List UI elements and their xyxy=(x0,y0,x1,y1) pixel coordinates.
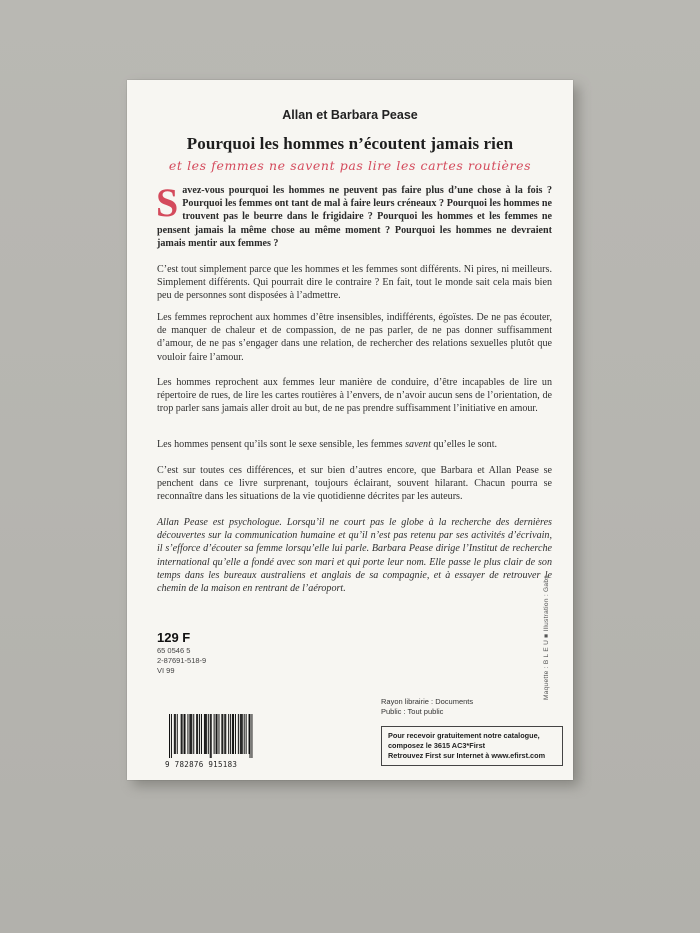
barcode-bar xyxy=(250,714,251,758)
barcode-bar xyxy=(191,714,192,754)
paragraph-4-end: qu’elles le sont. xyxy=(430,439,498,450)
barcode-bar xyxy=(241,714,242,754)
code-line-3: VI 99 xyxy=(157,666,175,675)
barcode-bar xyxy=(206,714,207,754)
barcode-bar xyxy=(193,714,194,754)
promo-line-2: composez le 3615 AC3*First xyxy=(388,741,486,750)
barcode-bar xyxy=(225,714,226,754)
barcode-bar xyxy=(242,714,243,754)
barcode-bar xyxy=(184,714,185,754)
credit-text: Maquette : B L E U ■ Illustration : Gabs xyxy=(543,575,550,700)
barcode-bar xyxy=(196,714,197,754)
book-codes xyxy=(157,646,206,676)
barcode-bar xyxy=(233,714,234,754)
barcode-bar xyxy=(232,714,233,754)
barcode-bars xyxy=(165,714,255,760)
barcode xyxy=(165,714,255,770)
barcode-bar xyxy=(230,714,231,754)
barcode-bar xyxy=(251,714,252,758)
paragraph-1: C’est tout simplement parce que les hommes et les femmes sont différents. Ni pires, ni meilleurs. Simplement différents. Qui pourrait dire le contraire ? En fait, tout le monde sait cela mais bien peu de personnes sont disposées à l’admettre. xyxy=(157,264,552,302)
paragraph-2: Les femmes reprochent aux hommes d’être insensibles, indifférents, égoïstes. De ne pas écouter, de manquer de chaleur et de compassion, de ne pas parler, de ne pas donner suffisamment d’amour, de ne pas s’engager dans une relation, de rechercher des relations sexuelles plutôt que vouloir faire l’amour. xyxy=(157,312,552,363)
code-line-1: 65 0546 5 xyxy=(157,646,191,655)
barcode-bar xyxy=(240,714,241,754)
barcode-bar xyxy=(185,714,186,754)
barcode-bar xyxy=(201,714,202,754)
public-label: Public : Tout public xyxy=(381,707,444,716)
barcode-number: 9 782876 915183 xyxy=(165,760,238,769)
barcode-bar xyxy=(199,714,200,754)
barcode-bar xyxy=(238,714,239,754)
drop-cap: S xyxy=(156,180,179,225)
barcode-bar xyxy=(228,714,229,754)
barcode-bar xyxy=(218,714,219,754)
authors: Allan et Barbara Pease xyxy=(282,108,418,122)
barcode-bar xyxy=(175,714,176,754)
author-bio: Allan Pease est psychologue. Lorsqu’il ne court pas le globe à la recherche des dernières découvertes sur la communication humaine et qu’il n’est pas retenu par ses activités d’écrivain, il s’efforce d’écouter sa femme lorsqu’elle lui parle. Barbara Pease dirige l’Institut de recherche international qu’elle a fondé avec son mari et qui porte leur nom. Elle passe le plus clair de son temps dans les bureaux australiens et anglais de sa compagnie, et à essayer de retrouver le chemin de la maison en rentrant de l’aéroport. xyxy=(157,517,552,595)
barcode-bar xyxy=(197,714,198,754)
price: 129 F xyxy=(157,630,191,645)
intro-text: avez-vous pourquoi les hommes ne peuvent pas faire plus d’une chose à la fois ? Pourquoi les femmes ont tant de mal à faire leurs créneaux ? Pourquoi les hommes ne trouvent pas le beurre dans le frigidaire ? Pourquoi les hommes et les femmes ne pensent jamais la même chose au même moment ? Pourquoi les hommes ne devraient jamais mentir aux femmes ? xyxy=(157,185,552,249)
barcode-bar xyxy=(169,714,170,758)
barcode-bar xyxy=(217,714,218,754)
barcode-bar xyxy=(235,714,236,754)
barcode-bar xyxy=(182,714,183,754)
promo-line-3: Retrouvez First sur Internet à www.efirst.com xyxy=(388,751,546,760)
barcode-bar xyxy=(216,714,217,754)
intro-paragraph xyxy=(156,180,552,250)
promo-line-1: Pour recevoir gratuitement notre catalogue, xyxy=(388,731,540,740)
book-title: Pourquoi les hommes n’écoutent jamais rien xyxy=(186,134,514,153)
promo-box xyxy=(381,726,563,766)
barcode-bar xyxy=(187,714,188,754)
book-back-cover xyxy=(127,80,573,780)
barcode-bar xyxy=(211,714,212,758)
barcode-bar xyxy=(224,714,225,754)
credits xyxy=(543,550,553,710)
barcode-bar xyxy=(214,714,215,754)
barcode-bar xyxy=(189,714,190,754)
paragraph-4 xyxy=(157,438,552,451)
barcode-bar xyxy=(205,714,206,754)
barcode-bar xyxy=(244,714,245,754)
barcode-bar xyxy=(208,714,209,754)
shelf-info xyxy=(381,697,473,717)
barcode-bar xyxy=(210,714,211,758)
paragraph-3: Les hommes reprochent aux femmes leur manière de conduire, d’être incapables de lire un répertoire de rues, de lire les cartes routières à l’envers, de n’avoir aucun sens de l’orientation, de trop parler sans jamais aller droit au but, de ne pas prendre suffisamment l’initiative en amour. xyxy=(157,377,552,415)
paragraph-4-start: Les hommes pensent qu’ils sont le sexe sensible, les femmes xyxy=(157,439,406,450)
barcode-bar xyxy=(190,714,191,754)
rayon-label: Rayon librairie : Documents xyxy=(381,697,474,706)
barcode-bar xyxy=(249,714,250,754)
barcode-bar xyxy=(204,714,205,754)
barcode-bar xyxy=(221,714,222,754)
barcode-bar xyxy=(246,714,247,754)
paragraph-5: C’est sur toutes ces différences, et sur bien d’autres encore, que Barbara et Allan Pease se penchent dans ce livre surprenant, toujours éclairant, souvent hilarant. Chacun pourra se reconnaître dans les situations de la vie quotidienne décrites par les auteurs. xyxy=(157,465,552,503)
isbn: 2-87691-518-9 xyxy=(157,656,207,665)
barcode-bar xyxy=(181,714,182,754)
barcode-bar xyxy=(171,714,172,758)
barcode-bar xyxy=(174,714,175,754)
paragraph-4-emphasis: savent xyxy=(405,439,431,450)
barcode-bar xyxy=(222,714,223,754)
barcode-bar xyxy=(177,714,178,754)
book-subtitle: et les femmes ne savent pas lire les cartes routières xyxy=(168,158,532,173)
